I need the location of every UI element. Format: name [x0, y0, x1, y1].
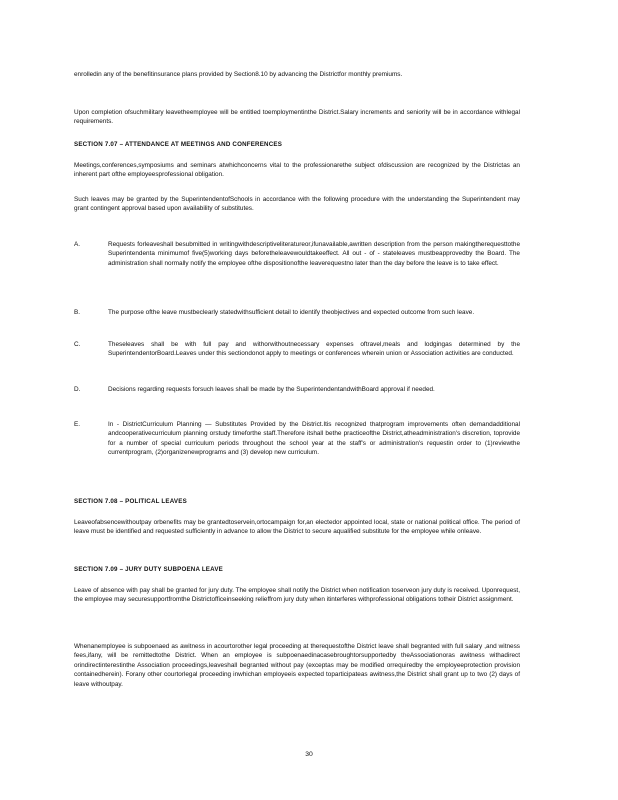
section-7-09-heading: SECTION 7.09 – JURY DUTY SUBPOENA LEAVE [74, 566, 224, 573]
list-item-label: B. [74, 309, 81, 316]
list-item-text: Requests forleaveshall besubmitted in writingwithdescriptiveliteratureor,ifunavailable,awritten description from the person makingtherequesttothe Superintendenta minimumof five(5)working days beforetheleavewouldtakeeffect. All out - of - stateleaves mustbeapprovedby the Board. The administration shall normally notify the employee ofthe dispositionofthe leaverequestno later than the day before the leave is to take effect. [108, 241, 520, 267]
paragraph-political-leaves: Leaveofabsencewithoutpay orbenefits may be grantedtoservein,ortocampaign for,an electedor appointed local, state or national political office. The period of leave must be identified and requested sufficiently in advance to allow the District to secure aqualified substitute for the employee while onleave. [74, 519, 520, 536]
section-7-07-heading: SECTION 7.07 – ATTENDANCE AT MEETINGS AND CONFERENCES [74, 141, 283, 148]
paragraph-jury-duty: Leave of absence with pay shall be granted for jury duty. The employee shall notify the District when notification toserveon jury duty is received. Uponrequest, the employee may securesupportfromthe Districtofficeinseeking relieffrom jury duty when itinterferes withprofessional obligations totheir District assignment. [74, 587, 520, 604]
list-item-label: C. [74, 341, 81, 348]
paragraph-meetings: Meetings,conferences,symposiums and seminars atwhichconcerns vital to the professionarethe subject ofdiscussion are recognized by the Districtas an inherent part ofthe employeesprofessional obligation. [74, 162, 520, 179]
paragraph-such-leaves: Such leaves may be granted by the SuperintendentofSchools in accordance with the following procedure with the understanding the Superintendent may grant contingent approval based upon availability of substitutes. [74, 196, 520, 213]
list-item-text: Decisions regarding requests forsuch leaves shall be made by the SuperintendentandwithBoard approval if needed. [108, 386, 435, 393]
list-item-label: A. [74, 241, 81, 248]
list-item-text: The purpose ofthe leave mustbeclearly statedwithsufficient detail to identify theobjectives and expected outcome from such leave. [108, 309, 475, 316]
section-7-08-heading: SECTION 7.08 – POLITICAL LEAVES [74, 498, 187, 505]
paragraph-subpoena: Whenanemployee is subpoenaed as awitness in acourtorother legal proceeding at therequestofthe District leave shall begranted with full salary ,and witness fees,ifany, will be remittedtothe District. When an employee is subpoenaedinacasebroughtorsupportedby theAssociationoras awitness withadirect orindirectinterestinthe Association proceedings,leaveshall begranted without pay (exceptas may be modified orrequiredby the employeeprotection provision containedherein). Forany other courtorlegal proceeding inwhichan employeeis expected toparticipateas awitness,the District shall grant up to two (2) days of leave withoutpay. [74, 643, 520, 688]
page-number: 30 [305, 751, 313, 758]
list-item-text: In - DistrictCurriculum Planning — Substitutes Provided by the District.Itis recognized thatprogram improvements often demandadditional andcooperativecurriculum planning orstudy timeforthe staff.Therefore itshall bethe practiceofthe District,atheadministration's discretion, toprovide for a number of special curriculum periods throughout the school year at the staff's or administration's requestin order to (1)reviewthe currentprogram, (2)organizenewprograms and (3) develop new curriculum. [108, 421, 520, 457]
paragraph-benefit-premiums: enrolledin any of the benefitinsurance plans provided by Section8.10 by advancing the Districtfor monthly premiums. [74, 71, 403, 78]
paragraph-military-leave-completion: Upon completion ofsuchmilitary leavetheemployee will be entitled toemploymentinthe District.Salary increments and seniority will be in accordance withlegal requirements. [74, 109, 520, 126]
list-item-text: Theseleaves shall be with full pay and withorwithoutnecessary expenses oftravel,meals and lodgingas determined by the SuperintendentorBoard.Leaves under this sectiondonot apply to meetings or conferences wherein union or Association activities are conducted. [108, 341, 520, 358]
list-item-label: E. [74, 421, 81, 428]
list-item-label: D. [74, 386, 81, 393]
